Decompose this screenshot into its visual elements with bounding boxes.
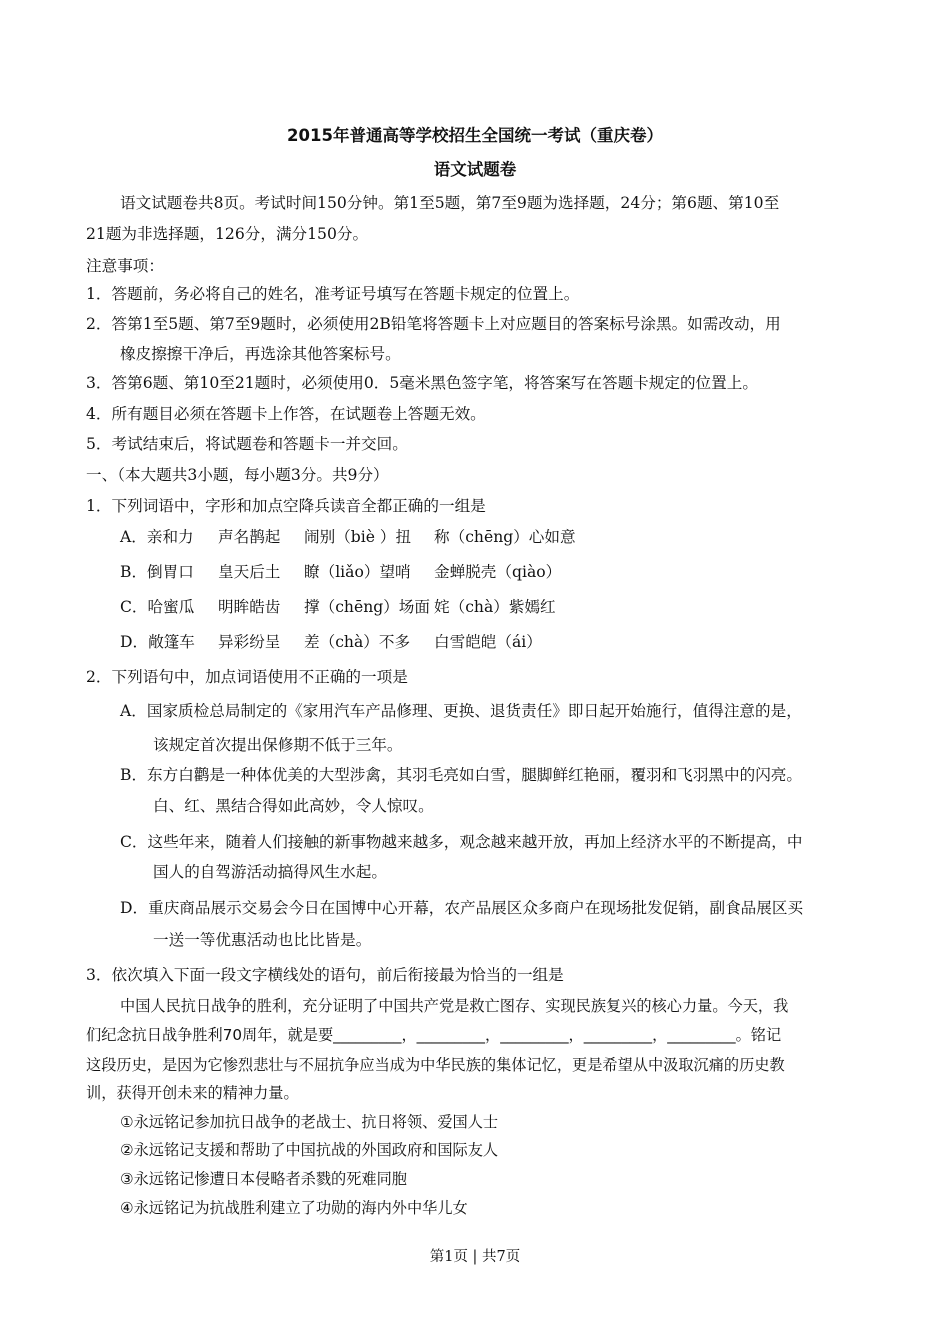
- passage-line: 这段历史，是因为它惨烈悲壮与不屈抗争应当成为中华民族的集体记忆，更是希望从中汲取沉痛的历史教: [86, 1056, 785, 1074]
- option-word: 金蝉脱壳（qiào）: [434, 563, 562, 581]
- notice-item: 橡皮擦擦干净后，再选涂其他答案标号。: [120, 345, 401, 363]
- option-word: 明眸皓齿: [218, 598, 281, 616]
- option-word: 撑（chēng）场面: [304, 598, 430, 616]
- question-2-option-c-cont: 国人的自驾游活动搞得风生水起。: [153, 863, 387, 881]
- option-word: D．敞篷车: [120, 633, 195, 651]
- question-3-stem: 3．依次填入下面一段文字横线处的语句，前后衔接最为恰当的一组是: [86, 966, 564, 984]
- question-2-stem: 2．下列语句中，加点词语使用不正确的一项是: [86, 668, 408, 686]
- option-word: 姹（chà）紫嫣红: [434, 598, 556, 616]
- exam-title: 2015年普通高等学校招生全国统一考试（重庆卷）: [287, 126, 663, 145]
- option-word: 闹别（biè ）扭: [304, 528, 412, 546]
- option-word: B．倒胃口: [120, 563, 194, 581]
- intro-line-2: 21题为非选择题，126分，满分150分。: [86, 225, 369, 243]
- passage-line: 们纪念抗日战争胜利70周年，就是要_________，_________，_________，_________，_________。铭记: [86, 1026, 782, 1044]
- statement-item: ②永远铭记支援和帮助了中国抗战的外国政府和国际友人: [120, 1141, 499, 1159]
- notice-item: 5．考试结束后，将试题卷和答题卡一并交回。: [86, 435, 408, 453]
- exam-subtitle: 语文试题卷: [433, 160, 517, 179]
- statement-item: ③永远铭记惨遭日本侵略者杀戮的死难同胞: [120, 1170, 407, 1188]
- notice-item: 3．答第6题、第10至21题时，必须使用0．5毫米黑色签字笔，将答案写在答题卡规定的位置上。: [86, 374, 758, 392]
- question-2-option-a: A．国家质检总局制定的《家用汽车产品修理、更换、退货责任》即日起开始施行，值得注意的是，: [120, 702, 802, 720]
- question-2-option-a-cont: 该规定首次提出保修期不低于三年。: [153, 736, 403, 754]
- question-1-option-d: [120, 632, 542, 652]
- option-word: 皇天后土: [218, 563, 281, 581]
- question-1-stem: 1．下列词语中，字形和加点空降兵读音全都正确的一组是: [86, 497, 486, 515]
- notice-item: 1．答题前，务必将自己的姓名，准考证号填写在答题卡规定的位置上。: [86, 285, 580, 303]
- question-1-option-c: [120, 597, 556, 617]
- option-word: 称（chēng）心如意: [434, 528, 576, 546]
- question-2-option-c: C．这些年来，随着人们接触的新事物越来越多，观念越来越开放，再加上经济水平的不断提高，中: [120, 833, 803, 851]
- option-word: C．哈蜜瓜: [120, 598, 195, 616]
- option-word: 声名鹊起: [218, 528, 281, 546]
- option-word: 瞭（liǎo）望哨: [304, 563, 411, 581]
- question-2-option-b: B．东方白鹳是一种体优美的大型涉禽，其羽毛亮如白雪，腿脚鲜红艳丽，覆羽和飞羽黑中的闪亮。: [120, 766, 802, 784]
- question-1-option-a: [120, 527, 576, 547]
- statement-item: ④永远铭记为抗战胜利建立了功勋的海内外中华儿女: [120, 1199, 468, 1217]
- notice-heading: 注意事项：: [86, 257, 164, 275]
- section-heading: 一、（本大题共3小题，每小题3分。共9分）: [86, 466, 389, 484]
- option-word: 差（chà）不多: [304, 633, 411, 651]
- question-1-option-b: [120, 562, 561, 582]
- option-word: A．亲和力: [120, 528, 194, 546]
- intro-line-1: 语文试题卷共8页。考试时间150分钟。第1至5题，第7至9题为选择题，24分；第6题、第10至: [120, 194, 780, 212]
- question-2-option-b-cont: 白、红、黑结合得如此高妙，令人惊叹。: [153, 797, 434, 815]
- option-word: 白雪皑皑（ái）: [434, 633, 542, 651]
- question-2-option-d: D．重庆商品展示交易会今日在国博中心开幕，农产品展区众多商户在现场批发促销，副食品展区买: [120, 899, 804, 917]
- question-2-option-d-cont: 一送一等优惠活动也比比皆是。: [153, 931, 372, 949]
- statement-item: ①永远铭记参加抗日战争的老战士、抗日将领、爱国人士: [120, 1113, 499, 1131]
- notice-item: 4．所有题目必须在答题卡上作答，在试题卷上答题无效。: [86, 405, 486, 423]
- option-word: 异彩纷呈: [218, 633, 281, 651]
- passage-line: 训，获得开创未来的精神力量。: [86, 1084, 299, 1102]
- notice-item: 2．答第1至5题、第7至9题时，必须使用2B铅笔将答题卡上对应题目的答案标号涂黑。如需改动，用: [86, 315, 781, 333]
- page-number: 第1页 | 共7页: [429, 1249, 521, 1265]
- passage-line: 中国人民抗日战争的胜利，充分证明了中国共产党是救亡图存、实现民族复兴的核心力量。今天，我: [120, 997, 789, 1015]
